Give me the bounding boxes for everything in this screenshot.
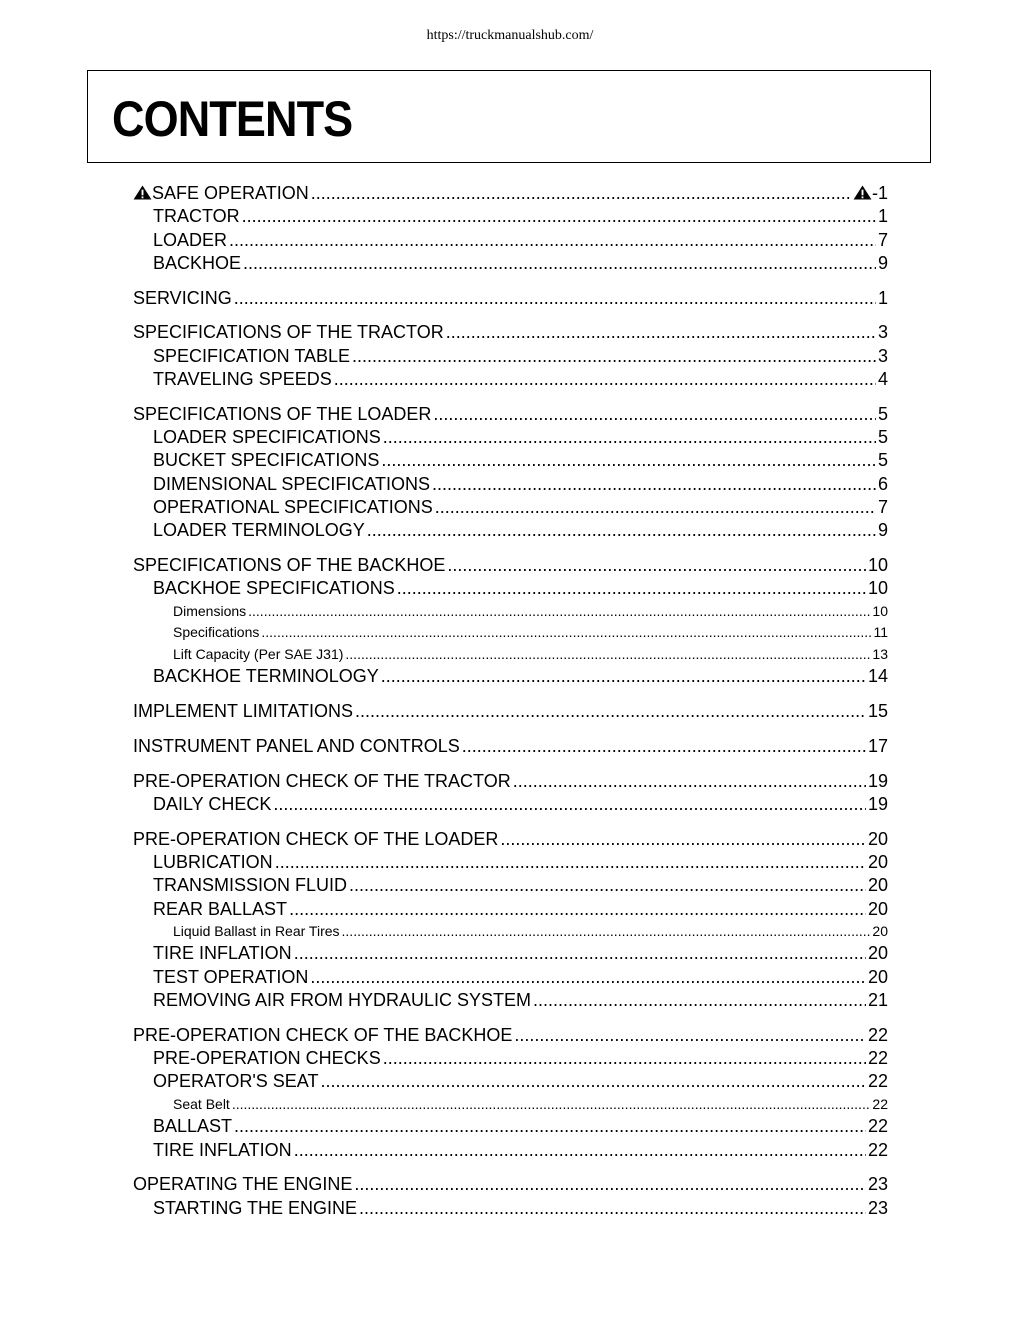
toc-entry[interactable]: [133, 449, 888, 472]
dot-leader: [342, 921, 871, 943]
dot-leader: [345, 644, 870, 666]
toc-entry-page: 13: [872, 645, 888, 662]
toc-entry-label: BUCKET SPECIFICATIONS: [153, 450, 380, 471]
toc-entry-page: -1: [871, 183, 888, 203]
dot-leader: [334, 368, 876, 391]
toc-entry-label: TRACTOR: [153, 206, 240, 227]
toc-entry-label: SERVICING: [133, 287, 232, 308]
toc-entry-page: 20: [867, 875, 888, 896]
toc-entry-page: 6: [877, 473, 888, 494]
toc-entry-label: LUBRICATION: [153, 852, 273, 873]
toc-entry[interactable]: [133, 403, 888, 426]
toc-entry-label: BACKHOE TERMINOLOGY: [153, 666, 379, 687]
dot-leader: [229, 229, 876, 252]
toc-entry-label: TIRE INFLATION: [153, 1139, 292, 1160]
toc-section: [133, 1173, 888, 1220]
toc-entry-label: SPECIFICATIONS OF THE TRACTOR: [133, 322, 444, 343]
toc-entry-label: PRE-OPERATION CHECK OF THE LOADER: [133, 828, 499, 849]
toc-entry-page: 3: [877, 322, 888, 343]
toc-entry-label: REMOVING AIR FROM HYDRAULIC SYSTEM: [153, 990, 532, 1011]
toc-section: [133, 182, 888, 275]
toc-entry[interactable]: [133, 1047, 888, 1070]
dot-leader: [435, 496, 876, 519]
dot-leader: [243, 252, 876, 275]
toc-entry[interactable]: [133, 874, 888, 897]
toc-entry-label: DAILY CHECK: [153, 793, 272, 814]
toc-entry-page: 21: [867, 990, 888, 1011]
toc-entry-label: TEST OPERATION: [153, 966, 309, 987]
toc-entry-label: IMPLEMENT LIMITATIONS: [133, 701, 354, 722]
toc-entry-label: TRANSMISSION FLUID: [153, 875, 348, 896]
toc-entry-label: OPERATIONAL SPECIFICATIONS: [153, 497, 433, 518]
toc-entry[interactable]: [133, 1115, 888, 1138]
dot-leader: [533, 989, 866, 1012]
warning-triangle-icon: [133, 183, 152, 198]
toc-entry-page: 10: [867, 555, 888, 576]
dot-leader: [381, 449, 876, 472]
toc-entry[interactable]: [133, 770, 888, 793]
toc-entry[interactable]: [133, 601, 888, 623]
toc-section: [133, 828, 888, 1013]
toc-entry-page: 5: [877, 427, 888, 448]
toc-section: [133, 770, 888, 817]
toc-entry-label: LOADER: [153, 229, 228, 250]
toc-entry-page: 9: [877, 520, 888, 541]
dot-leader: [381, 665, 866, 688]
toc-entry[interactable]: [133, 1070, 888, 1093]
table-of-contents: [133, 182, 888, 1231]
dot-leader: [462, 735, 866, 758]
dot-leader: [383, 1047, 866, 1070]
toc-entry-label: TIRE INFLATION: [153, 943, 292, 964]
dot-leader: [289, 898, 866, 921]
toc-entry-label: INSTRUMENT PANEL AND CONTROLS: [133, 735, 460, 756]
toc-entry[interactable]: [133, 473, 888, 496]
toc-entry[interactable]: [133, 519, 888, 542]
toc-entry[interactable]: [133, 700, 888, 723]
toc-entry-label: OPERATOR'S SEAT: [153, 1071, 319, 1092]
toc-entry[interactable]: [133, 1197, 888, 1220]
dot-leader: [234, 287, 876, 310]
toc-entry-label: SPECIFICATIONS OF THE BACKHOE: [133, 555, 446, 576]
dot-leader: [242, 205, 876, 228]
toc-entry[interactable]: [133, 1024, 888, 1047]
toc-section: [133, 735, 888, 758]
toc-entry[interactable]: [133, 622, 888, 644]
toc-entry-page: 22: [867, 1071, 888, 1092]
toc-entry-page: 3: [877, 345, 888, 366]
dot-leader: [232, 1094, 871, 1116]
toc-entry-label: PRE-OPERATION CHECK OF THE TRACTOR: [133, 770, 511, 791]
toc-entry-page: 10: [867, 578, 888, 599]
toc-entry-label: BALLAST: [153, 1116, 233, 1137]
toc-entry-page: 20: [867, 898, 888, 919]
toc-entry-page: 19: [867, 770, 888, 791]
dot-leader: [513, 770, 866, 793]
toc-entry-label: Lift Capacity (Per SAE J31): [173, 645, 344, 662]
page-title: CONTENTS: [112, 91, 353, 147]
toc-entry-page: 10: [872, 602, 888, 619]
toc-entry-page: 20: [867, 852, 888, 873]
toc-section: [133, 1024, 888, 1162]
toc-entry-page: 1: [877, 206, 888, 227]
toc-entry-label: LOADER SPECIFICATIONS: [153, 427, 381, 448]
toc-entry-label: Liquid Ballast in Rear Tires: [173, 922, 340, 939]
toc-entry-page: 5: [877, 403, 888, 424]
toc-entry-page: 22: [867, 1139, 888, 1160]
dot-leader: [273, 793, 866, 816]
toc-section: [133, 403, 888, 543]
toc-entry[interactable]: [133, 989, 888, 1012]
toc-entry[interactable]: [133, 966, 888, 989]
toc-entry[interactable]: [133, 942, 888, 965]
toc-entry-page: 14: [867, 666, 888, 687]
toc-entry[interactable]: [133, 735, 888, 758]
toc-entry-page: 23: [867, 1174, 888, 1195]
toc-entry-label: PRE-OPERATION CHECKS: [153, 1048, 381, 1069]
dot-leader: [248, 601, 870, 623]
dot-leader: [261, 622, 871, 644]
toc-entry-label: REAR BALLAST: [153, 898, 288, 919]
toc-entry-label: LOADER TERMINOLOGY: [153, 520, 365, 541]
dot-leader: [354, 1173, 866, 1196]
toc-entry-label: BACKHOE SPECIFICATIONS: [153, 578, 395, 599]
dot-leader: [275, 851, 866, 874]
dot-leader: [500, 828, 866, 851]
toc-entry[interactable]: [133, 287, 888, 310]
toc-entry[interactable]: [133, 577, 888, 600]
toc-entry-label: Dimensions: [173, 602, 247, 619]
toc-section: [133, 554, 888, 688]
toc-entry-page: 4: [877, 369, 888, 390]
dot-leader: [352, 345, 876, 368]
toc-entry[interactable]: [133, 665, 888, 688]
toc-entry[interactable]: [133, 345, 888, 368]
toc-entry[interactable]: [133, 229, 888, 252]
dot-leader: [447, 554, 866, 577]
toc-entry[interactable]: [133, 851, 888, 874]
toc-section: [133, 321, 888, 391]
toc-entry-page: 22: [867, 1116, 888, 1137]
toc-entry-label: BACKHOE: [153, 252, 242, 273]
toc-entry-page: 20: [867, 828, 888, 849]
dot-leader: [383, 426, 876, 449]
toc-entry-page: 22: [867, 1024, 888, 1045]
toc-entry[interactable]: [133, 1094, 888, 1116]
toc-entry-page: 5: [877, 450, 888, 471]
toc-entry-label: STARTING THE ENGINE: [153, 1197, 358, 1218]
toc-entry-label: TRAVELING SPEEDS: [153, 369, 332, 390]
toc-entry[interactable]: [133, 898, 888, 921]
toc-entry[interactable]: [133, 921, 888, 943]
toc-entry-page: 20: [867, 966, 888, 987]
toc-entry-label: PRE-OPERATION CHECK OF THE BACKHOE: [133, 1024, 513, 1045]
dot-leader: [446, 321, 876, 344]
toc-entry[interactable]: [133, 496, 888, 519]
toc-entry-label: Specifications: [173, 624, 260, 641]
dot-leader: [397, 577, 866, 600]
dot-leader: [234, 1115, 866, 1138]
toc-entry-page: 17: [867, 735, 888, 756]
toc-entry[interactable]: [133, 182, 888, 205]
toc-entry[interactable]: [133, 368, 888, 391]
dot-leader: [433, 403, 876, 426]
toc-entry-page: 9: [877, 252, 888, 273]
dot-leader: [310, 966, 866, 989]
toc-entry-label: SPECIFICATIONS OF THE LOADER: [133, 403, 432, 424]
dot-leader: [294, 942, 866, 965]
toc-entry[interactable]: [133, 1139, 888, 1162]
dot-leader: [320, 1070, 865, 1093]
dot-leader: [311, 182, 851, 205]
toc-entry[interactable]: [133, 205, 888, 228]
toc-entry[interactable]: [133, 1173, 888, 1196]
toc-entry-page: 15: [867, 701, 888, 722]
toc-entry-page: 20: [872, 922, 888, 939]
toc-entry-page: 22: [867, 1048, 888, 1069]
dot-leader: [432, 473, 876, 496]
dot-leader: [355, 700, 866, 723]
toc-entry-label: Seat Belt: [173, 1095, 230, 1112]
title-box: [87, 70, 931, 163]
toc-entry-page: 11: [873, 624, 888, 641]
dot-leader: [359, 1197, 866, 1220]
toc-section: [133, 700, 888, 723]
toc-entry-page: 7: [877, 229, 888, 250]
toc-entry-page: 20: [867, 943, 888, 964]
toc-entry-page: 19: [867, 793, 888, 814]
toc-entry-page: 22: [872, 1095, 888, 1112]
toc-entry[interactable]: [133, 644, 888, 666]
toc-section: [133, 287, 888, 310]
dot-leader: [367, 519, 876, 542]
dot-leader: [349, 874, 866, 897]
toc-entry-label: OPERATING THE ENGINE: [133, 1174, 353, 1195]
toc-entry-label: SAFE OPERATION: [152, 183, 309, 203]
dot-leader: [514, 1024, 866, 1047]
toc-entry-label: SPECIFICATION TABLE: [153, 345, 351, 366]
toc-entry-page: 7: [877, 497, 888, 518]
toc-entry[interactable]: [133, 321, 888, 344]
toc-entry[interactable]: [133, 828, 888, 851]
dot-leader: [294, 1139, 866, 1162]
toc-entry-label: DIMENSIONAL SPECIFICATIONS: [153, 473, 431, 494]
toc-entry[interactable]: [133, 252, 888, 275]
toc-entry-page: 1: [877, 287, 888, 308]
toc-entry[interactable]: [133, 426, 888, 449]
toc-entry-page: 23: [867, 1197, 888, 1218]
toc-entry[interactable]: [133, 793, 888, 816]
toc-entry[interactable]: [133, 554, 888, 577]
header-url: https://truckmanualshub.com/: [426, 28, 594, 43]
warning-triangle-icon: [853, 183, 872, 198]
